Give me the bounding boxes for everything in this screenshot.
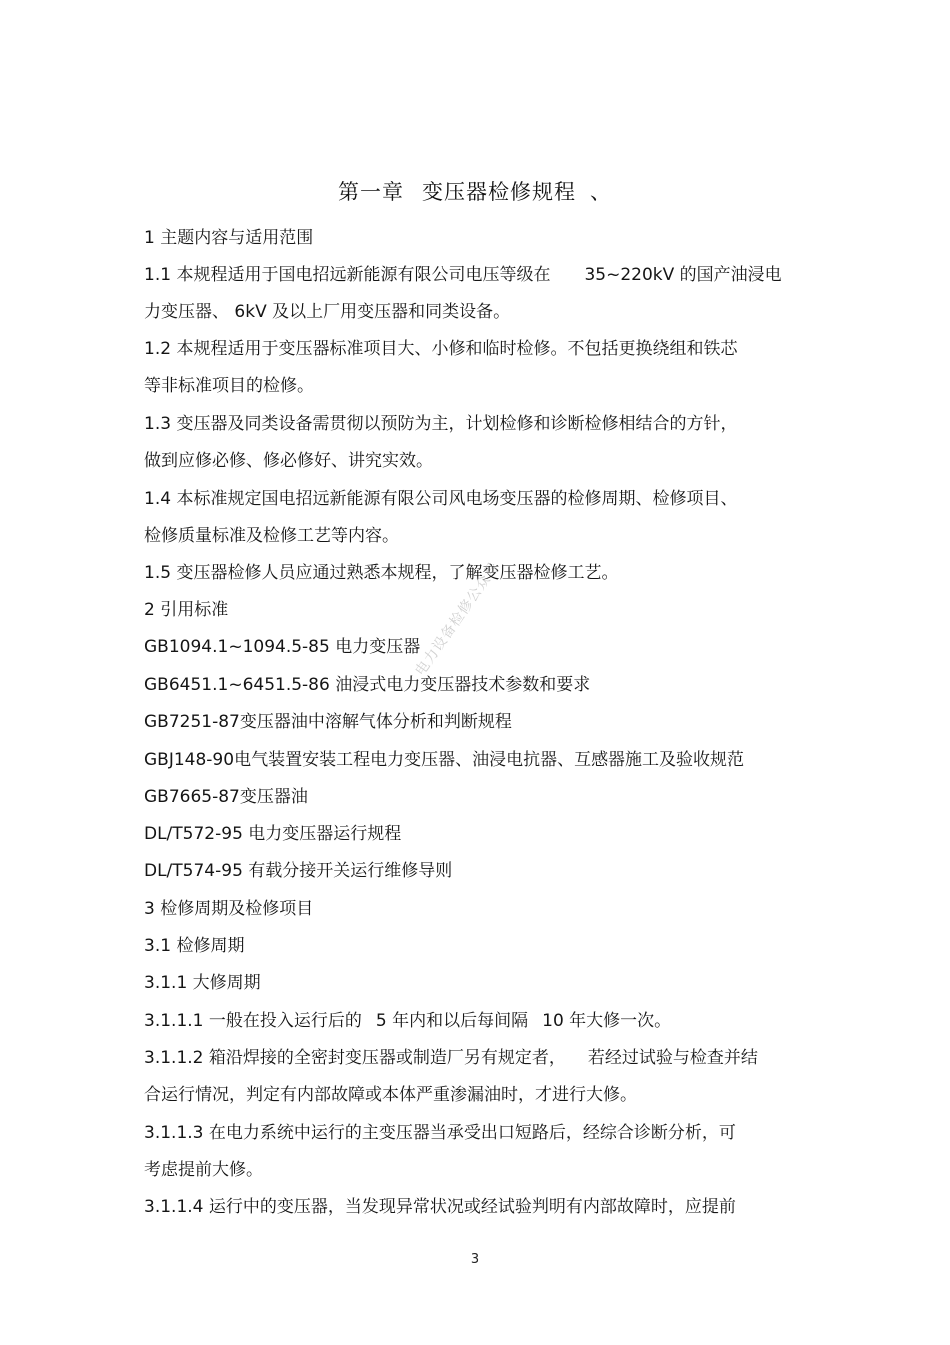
paragraph-segment: 35~220kV 的国产油浸电 <box>584 265 782 285</box>
watermark: 电力设备检修公众号 <box>412 559 503 679</box>
page-number: 3 <box>470 1252 480 1267</box>
standard-item: GB1094.1~1094.5-85 电力变压器 <box>144 637 421 657</box>
chapter-number: 第一章 <box>338 180 404 204</box>
paragraph-segment: 1.1 本规程适用于国电招远新能源有限公司电压等级在 <box>144 265 551 285</box>
section-heading: 2 引用标准 <box>144 600 229 620</box>
paragraph-line: 1.5 变压器检修人员应通过熟悉本规程，了解变压器检修工艺。 <box>144 563 619 583</box>
standard-item: DL/T574-95 有载分接开关运行维修导则 <box>144 861 453 881</box>
section-heading: 3 检修周期及检修项目 <box>144 899 314 919</box>
paragraph-line: 等非标准项目的检修。 <box>144 376 314 396</box>
paragraph-line <box>144 263 782 287</box>
paragraph-line: 1.4 本标准规定国电招远新能源有限公司风电场变压器的检修周期、检修项目、 <box>144 489 738 509</box>
paragraph-line: 检修质量标准及检修工艺等内容。 <box>144 526 399 546</box>
subsection-heading: 3.1 检修周期 <box>144 936 245 956</box>
paragraph-line: 考虑提前大修。 <box>144 1160 263 1180</box>
paragraph-line: 合运行情况，判定有内部故障或本体严重渗漏油时，才进行大修。 <box>144 1085 637 1105</box>
subsection-heading: 3.1.1 大修周期 <box>144 973 261 993</box>
standard-item: GB7251-87变压器油中溶解气体分析和判断规程 <box>144 712 512 732</box>
standard-item: GB6451.1~6451.5-86 油浸式电力变压器技术参数和要求 <box>144 675 591 695</box>
paragraph-line <box>144 1046 758 1070</box>
paragraph-segment: 5 年内和以后每间隔 <box>375 1011 529 1031</box>
paragraph-segment: 若经过试验与检查并结 <box>587 1048 758 1068</box>
standard-item: GB7665-87变压器油 <box>144 787 308 807</box>
paragraph-line: 做到应修必修、修必修好、讲究实效。 <box>144 451 433 471</box>
chapter-mark: 、 <box>590 180 612 204</box>
standard-item: GBJ148-90电气装置安装工程电力变压器、油浸电抗器、互感器施工及验收规范 <box>144 750 745 770</box>
paragraph-segment: 3.1.1.1 一般在投入运行后的 <box>144 1011 362 1031</box>
paragraph-line: 力变压器、 6kV 及以上厂用变压器和同类设备。 <box>144 302 511 322</box>
chapter-name: 变压器检修规程 <box>422 180 576 204</box>
paragraph-line <box>144 1009 671 1033</box>
paragraph-line: 3.1.1.3 在电力系统中运行的主变压器当承受出口短路后，经综合诊断分析，可 <box>144 1123 736 1143</box>
paragraph-line: 1.2 本规程适用于变压器标准项目大、小修和临时检修。不包括更换绕组和铁芯 <box>144 339 738 359</box>
paragraph-line: 1.3 变压器及同类设备需贯彻以预防为主，计划检修和诊断检修相结合的方针， <box>144 414 738 434</box>
paragraph-segment: 10 年大修一次。 <box>542 1011 672 1031</box>
paragraph-segment: 3.1.1.2 箱沿焊接的全密封变压器或制造厂另有规定者， <box>144 1048 566 1068</box>
standard-item: DL/T572-95 电力变压器运行规程 <box>144 824 402 844</box>
chapter-title <box>0 176 950 206</box>
paragraph-line: 3.1.1.4 运行中的变压器，当发现异常状况或经试验判明有内部故障时，应提前 <box>144 1197 736 1217</box>
section-heading: 1 主题内容与适用范围 <box>144 228 314 248</box>
